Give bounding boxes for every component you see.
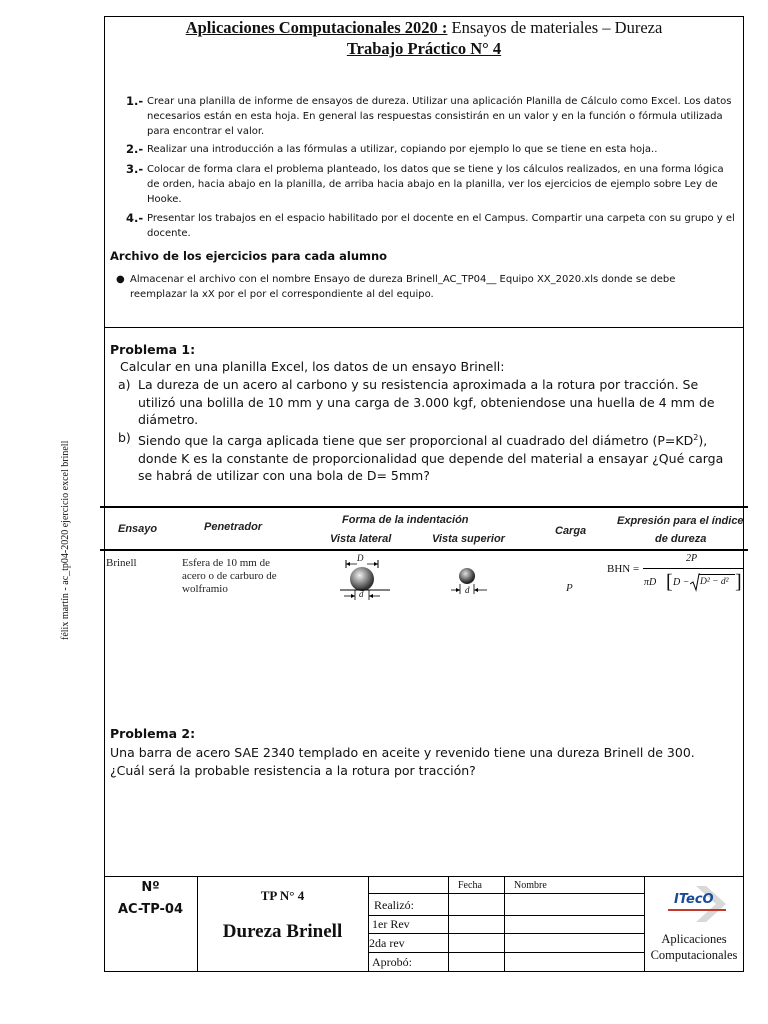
table-header-penetrador: Penetrador	[204, 521, 263, 533]
instruction-item: 3.- Colocar de forma clara el problema planteado, los datos que se tiene y los cálculos realizados, en una forma lógica de orden, hacia abajo en la planilla, de arriba hacia abajo en la planilla, ver los ejercicios de ejemplo sobre Ley de Hooke.	[126, 162, 724, 205]
footer-col-fecha: Fecha	[458, 880, 482, 891]
footer-num-label: Nº	[141, 880, 160, 895]
table-cell-carga: P	[566, 582, 573, 594]
footer-divider	[448, 876, 449, 972]
page-subtitle: Trabajo Práctico N° 4	[346, 39, 502, 58]
table-header-vista-superior: Vista superior	[432, 533, 505, 545]
problema1-intro: Calcular en una planilla Excel, los datos de un ensayo Brinell:	[120, 359, 505, 374]
table-cell-penetrador: Esfera de 10 mm de acero o de carburo de wolframio	[182, 557, 277, 595]
bullet-icon: ●	[116, 274, 125, 285]
footer-row-line	[368, 893, 644, 894]
footer-row-line	[368, 933, 644, 934]
table-header-expresion-2: de dureza	[655, 533, 707, 545]
formula-fraction-bar	[643, 568, 743, 569]
instruction-item: 4.- Presentar los trabajos en el espacio habilitado por el docente en el Campus. Compartir una carpeta con su grupo y el docente.	[126, 211, 735, 239]
footer-tp: TP N° 4	[260, 888, 305, 903]
problema2-line2: ¿Cuál será la probable resistencia a la rotura por tracción?	[110, 763, 476, 778]
table-header-carga: Carga	[555, 525, 587, 537]
formula-root: D² − d²	[700, 577, 729, 587]
sqrt-bar	[699, 574, 735, 575]
iteco-logo: ITecO	[662, 884, 738, 924]
instruction-item: 1.- Crear una planilla de informe de ensayos de dureza. Utilizar una aplicación Planilla de Cálculo como Excel. Los datos necesarios están en esta hoja. En general las respuestas consistirán en un valor y en la función o fórmula utilizada para encontrar el valor.	[126, 94, 732, 137]
footer-row-realizo: Realizó:	[374, 898, 414, 912]
page-title: Aplicaciones Computacionales 2020 : Ensayos de materiales – Dureza	[185, 18, 663, 37]
table-header-ensayo: Ensayo	[118, 523, 158, 535]
problema1-title: Problema 1:	[110, 342, 196, 357]
bracket-right-icon: ]	[735, 571, 742, 593]
table-top-line	[100, 506, 748, 508]
footer-divider	[504, 876, 505, 972]
label-d-lateral: d	[359, 589, 364, 599]
problema2-title: Problema 2:	[110, 726, 196, 741]
page-frame	[104, 16, 744, 972]
label-d-superior: d	[465, 585, 470, 595]
footer-top-line	[104, 876, 744, 877]
footer-col-nombre: Nombre	[514, 880, 547, 891]
footer-row-line	[368, 915, 644, 916]
formula-numerator: 2P	[686, 553, 698, 564]
footer-code: AC-TP-04	[117, 902, 184, 917]
divider	[104, 327, 744, 328]
footer-row-2rev: 2da rev	[369, 936, 405, 950]
footer-row-line	[368, 952, 644, 953]
top-view-drawing	[447, 562, 493, 598]
footer-divider	[368, 876, 369, 972]
formula-denominator-D: D −	[673, 577, 690, 588]
table-header-expresion: Expresión para el índice	[617, 515, 744, 527]
formula-denominator-pi: πD	[644, 577, 657, 588]
footer-department: Aplicaciones Computacionales	[650, 932, 738, 962]
label-D: D	[357, 553, 364, 563]
bracket-left-icon: [	[666, 571, 673, 593]
table-header-forma: Forma de la indentación	[342, 514, 469, 526]
footer-row-aprobo: Aprobó:	[372, 955, 412, 969]
problema2-line1: Una barra de acero SAE 2340 templado en aceite y revenido tiene una dureza Brinell de 300.	[110, 745, 695, 760]
archivo-heading: Archivo de los ejercicios para cada alumno	[110, 249, 388, 263]
lateral-view-drawing	[340, 556, 390, 602]
logo-underline	[668, 909, 726, 911]
formula-lhs: BHN =	[607, 563, 640, 575]
table-header-line	[100, 549, 748, 551]
instruction-item: 2.- Realizar una introducción a las fórmulas a utilizar, copiando por ejemplo lo que se tiene en esta hoja..	[126, 142, 658, 156]
table-cell-ensayo: Brinell	[106, 557, 137, 569]
side-note: félix martín - ac_tp04-2020 ejercicio excel brinell	[60, 440, 71, 640]
sqrt-icon	[690, 572, 700, 592]
footer-row-1rev: 1er Rev	[372, 917, 410, 931]
footer-name: Dureza Brinell	[222, 921, 343, 942]
table-header-vista-lateral: Vista lateral	[330, 533, 392, 545]
